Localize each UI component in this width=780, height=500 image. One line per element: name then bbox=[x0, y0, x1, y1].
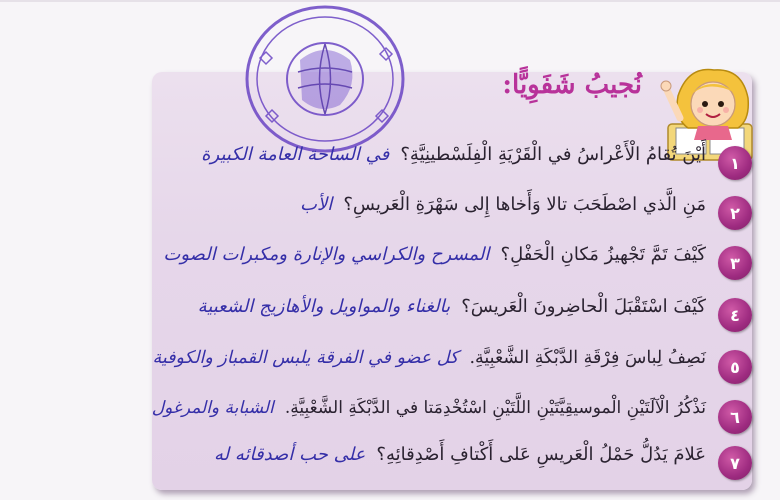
question-text: نَذْكُرُ الْآلَتَيْنِ الْموسيقِيَّتَيْنِ اللَّتَيْنِ اسْتُخْدِمَتا في الدَّبْكَةِ الشَّعْبِيَّةِ. bbox=[284, 398, 706, 418]
question-line bbox=[150, 348, 706, 368]
section-heading: نُجيبُ شَفَوِيًّا: bbox=[502, 70, 642, 100]
question-number-badge: ٣ bbox=[718, 246, 752, 280]
question-text: أَيْنَ تُقامُ الْأَعْراسُ في الْقَرْيَةِ الْفِلَسْطينِيَّةِ؟ bbox=[400, 144, 706, 165]
handwritten-answer: الأب bbox=[300, 194, 333, 215]
question-number-badge: ٤ bbox=[718, 298, 752, 332]
question-row-7 bbox=[150, 440, 758, 486]
question-number-badge: ٥ bbox=[718, 350, 752, 384]
question-number-badge: ٦ bbox=[718, 400, 752, 434]
question-text: كَيْفَ تَمَّ تَجْهيزُ مَكانِ الْحَفْلِ؟ bbox=[500, 244, 706, 265]
handwritten-answer: المسرح والكراسي والإنارة ومكبرات الصوت bbox=[163, 244, 490, 265]
question-line bbox=[150, 244, 706, 265]
question-number-badge: ١ bbox=[718, 146, 752, 180]
handwritten-answer: في الساحة العامة الكبيرة bbox=[201, 144, 390, 165]
handwritten-answer: كل عضو في الفرقة يلبس القمباز والكوفية bbox=[152, 348, 459, 368]
handwritten-answer: على حب أصدقائه له bbox=[214, 444, 366, 465]
question-row-4 bbox=[150, 292, 758, 338]
question-row-1 bbox=[150, 140, 758, 186]
question-row-3 bbox=[150, 240, 758, 286]
question-row-5 bbox=[150, 344, 758, 390]
question-line bbox=[150, 296, 706, 317]
question-text: نَصِفُ لِباسَ فِرْقَةِ الدَّبْكَةِ الشَّعْبِيَّةِ. bbox=[469, 348, 706, 368]
question-line bbox=[150, 398, 706, 418]
handwritten-answer: بالغناء والمواويل والأهازيج الشعبية bbox=[197, 296, 451, 317]
question-text: مَنِ الَّذي اصْطَحَبَ تالا وَأَخاها إِلى سَهْرَةِ الْعَريسِ؟ bbox=[343, 194, 706, 215]
question-text: كَيْفَ اسْتَقْبَلَ الْحاضِرونَ الْعَريسَ؟ bbox=[461, 296, 706, 317]
question-number-badge: ٧ bbox=[718, 446, 752, 480]
question-line bbox=[150, 444, 706, 465]
handwritten-answer: الشبابة والمرغول bbox=[151, 398, 274, 418]
question-text: عَلامَ يَدُلُّ حَمْلُ الْعَريسِ عَلى أَكْتافِ أَصْدِقائِهِ؟ bbox=[376, 444, 706, 465]
question-line bbox=[150, 144, 706, 165]
question-row-6 bbox=[150, 394, 758, 440]
question-row-2 bbox=[150, 190, 758, 236]
education-stamp bbox=[240, 0, 410, 158]
question-line bbox=[150, 194, 706, 215]
question-number-badge: ٢ bbox=[718, 196, 752, 230]
